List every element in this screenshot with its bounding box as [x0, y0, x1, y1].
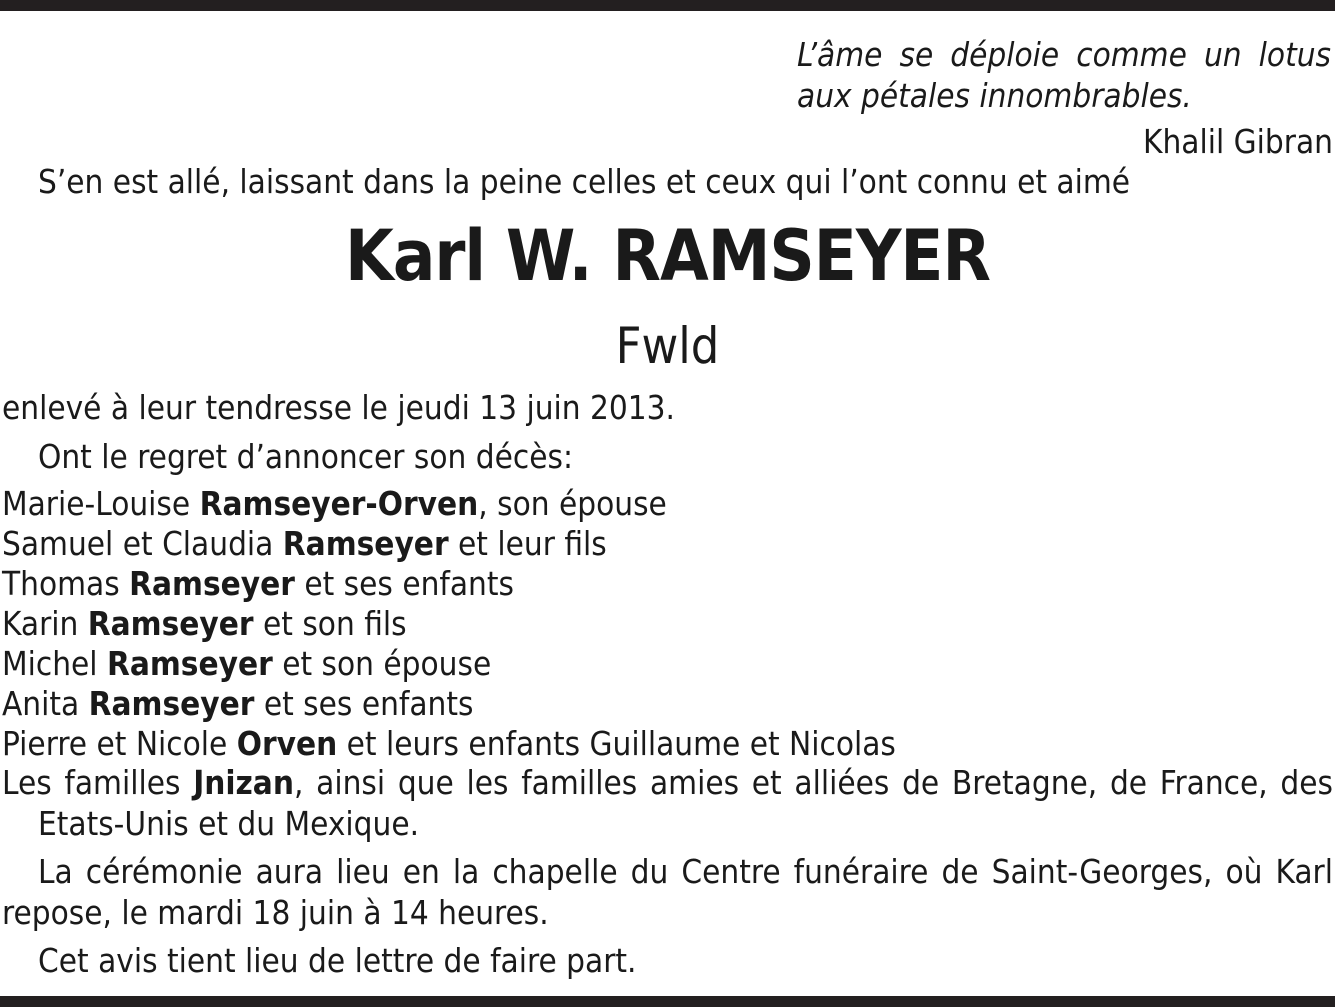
announce-line: Ont le regret d’annoncer son décès: — [38, 437, 573, 476]
family-surname: Ramseyer — [129, 564, 295, 603]
intro-text: S’en est allé, laissant dans la peine celles et ceux qui l’ont connu et aimé — [38, 162, 1131, 201]
family-surname: Orven — [236, 724, 338, 763]
family-surname: Ramseyer — [282, 524, 449, 563]
closing-line: Cet avis tient lieu de lettre de faire part. — [38, 941, 637, 980]
families-extra-continuation: Etats-Unis et du Mexique. — [38, 804, 420, 843]
family-line: Anita Ramseyer et ses enfants — [2, 684, 474, 723]
family-line: Pierre et Nicole Orven et leurs enfants Guillaume et Nicolas — [2, 724, 896, 763]
ceremony-line-1: La cérémonie aura lieu en la chapelle du Centre funéraire de Saint-Georges, où Karl — [38, 852, 1333, 891]
epigraph-quote — [797, 34, 1331, 116]
quote-line-1: L’âme se déploie comme un lotus — [797, 35, 1331, 74]
family-surname: Ramseyer-Orven — [199, 484, 479, 523]
top-border-rule — [0, 0, 1335, 11]
family-surname: Ramseyer — [88, 684, 255, 723]
family-surname: Ramseyer — [106, 644, 273, 683]
quote-author: Khalil Gibran — [1143, 122, 1333, 161]
families-extra-line: Les familles Jnizan, ainsi que les familles amies et alliées de Bretagne, de France, des — [2, 763, 1334, 802]
quote-line-2: aux pétales innombrables. — [797, 76, 1192, 115]
family-line: Marie-Louise Ramseyer-Orven, son épouse — [2, 484, 667, 523]
bottom-border-rule — [0, 996, 1335, 1007]
date-line: enlevé à leur tendresse le jeudi 13 juin 2013. — [2, 388, 675, 427]
family-line: Thomas Ramseyer et ses enfants — [2, 564, 514, 603]
ceremony-line-2: repose, le mardi 18 juin à 14 heures. — [2, 893, 549, 932]
deceased-nickname: Fwld — [615, 317, 720, 375]
family-line: Karin Ramseyer et son fils — [2, 604, 407, 643]
family-line: Michel Ramseyer et son épouse — [2, 644, 492, 683]
family-surname: Jnizan — [193, 763, 294, 802]
deceased-name: Karl W. RAMSEYER — [345, 215, 990, 297]
family-line: Samuel et Claudia Ramseyer et leur fils — [2, 524, 607, 563]
family-surname: Ramseyer — [87, 604, 254, 643]
